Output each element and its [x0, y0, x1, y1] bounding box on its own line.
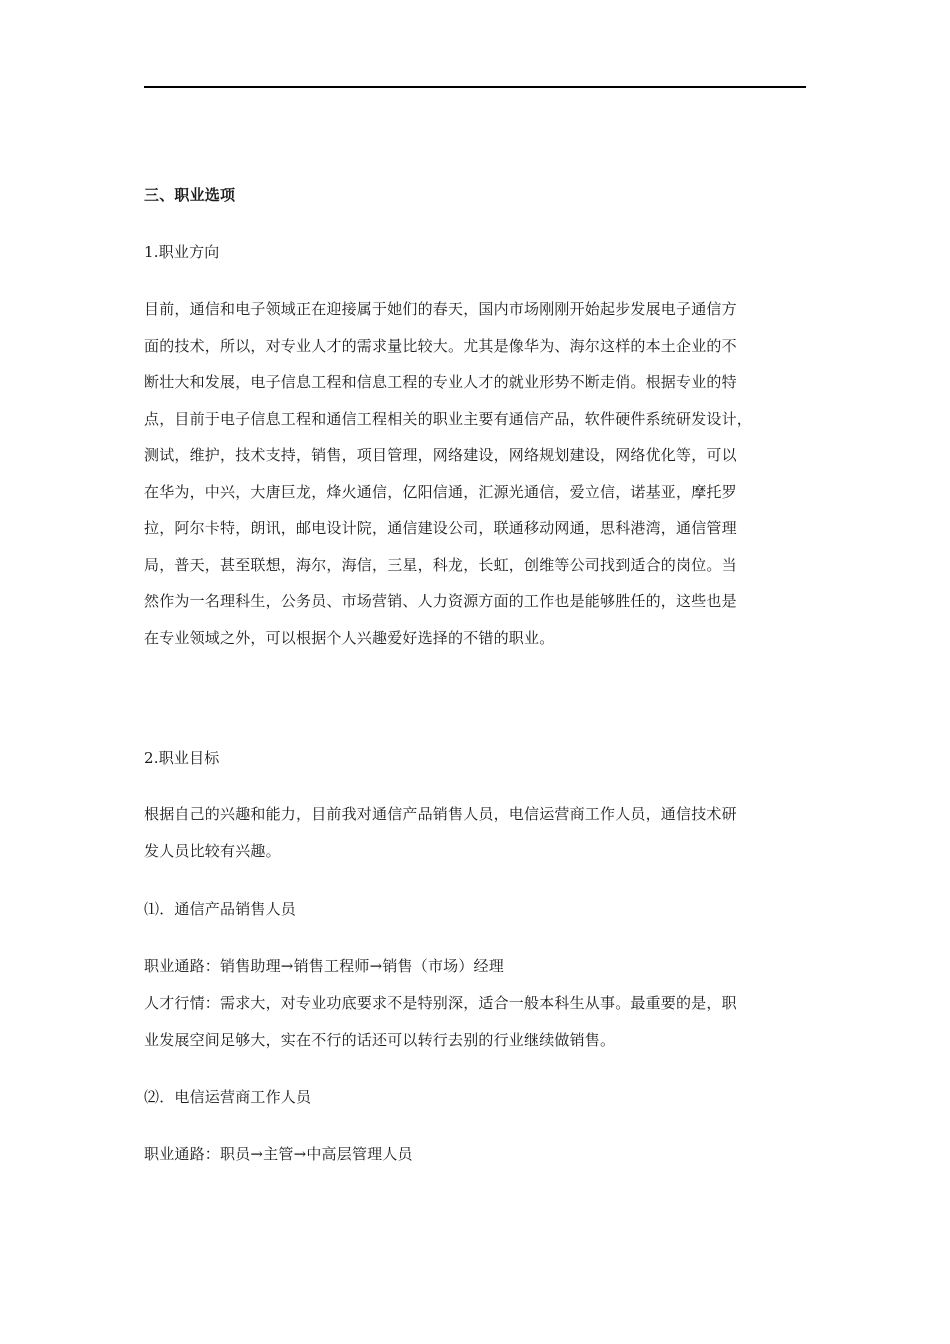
sales-title: ⑴．通信产品销售人员 — [144, 900, 297, 918]
direction-paragraph — [144, 291, 806, 656]
paragraph-line: 根据自己的兴趣和能力，目前我对通信产品销售人员，电信运营商工作人员，通信技术研 — [144, 805, 737, 823]
header-rule — [144, 86, 806, 88]
paragraph-line: 局，普天，甚至联想，海尔，海信，三星，科龙，长虹，创维等公司找到适合的岗位。当 — [144, 555, 737, 574]
sales-market-paragraph — [144, 985, 806, 1058]
paragraph-line: 面的技术，所以，对专业人才的需求量比较大。尤其是像华为、海尔这样的本土企业的不 — [144, 336, 737, 355]
paragraph-line: 目前，通信和电子领域正在迎接属于她们的春天，国内市场刚刚开始起步发展电子通信方 — [144, 300, 737, 318]
goal-paragraph — [144, 796, 806, 869]
sales-career-path: 职业通路：销售助理→销售工程师→销售（市场）经理 — [144, 957, 504, 975]
operator-career-path: 职业通路：职员→主管→中高层管理人员 — [144, 1145, 413, 1163]
paragraph-line: 发人员比较有兴趣。 — [144, 841, 281, 860]
paragraph-line: 业发展空间足够大，实在不行的话还可以转行去别的行业继续做销售。 — [144, 1030, 616, 1049]
paragraph-line: 断壮大和发展，电子信息工程和信息工程的专业人才的就业形势不断走俏。根据专业的特 — [144, 373, 737, 391]
paragraph-line: 人才行情：需求大，对专业功底要求不是特别深，适合一般本科生从事。最重要的是，职 — [144, 994, 737, 1012]
paragraph-line: 测试，维护，技术支持，销售，项目管理，网络建设，网络规划建设，网络优化等，可以 — [144, 446, 737, 464]
paragraph-line: 然作为一名理科生，公务员、市场营销、人力资源方面的工作也是能够胜任的，这些也是 — [144, 592, 737, 610]
paragraph-line: 拉，阿尔卡特，朗讯，邮电设计院，通信建设公司，联通移动网通，思科港湾，通信管理 — [144, 519, 737, 537]
paragraph-line: 点，目前于电子信息工程和通信工程相关的职业主要有通信产品，软件硬件系统研发设计， — [144, 409, 753, 428]
section-heading: 三、职业选项 — [144, 186, 236, 204]
paragraph-line: 在专业领域之外，可以根据个人兴趣爱好选择的不错的职业。 — [144, 628, 555, 647]
paragraph-line: 在华为，中兴，大唐巨龙，烽火通信，亿阳信通，汇源光通信，爱立信，诺基亚，摩托罗 — [144, 482, 737, 501]
operator-title: ⑵．电信运营商工作人员 — [144, 1088, 312, 1106]
goal-title: 2.职业目标 — [144, 749, 220, 767]
direction-title: 1.职业方向 — [144, 243, 220, 261]
